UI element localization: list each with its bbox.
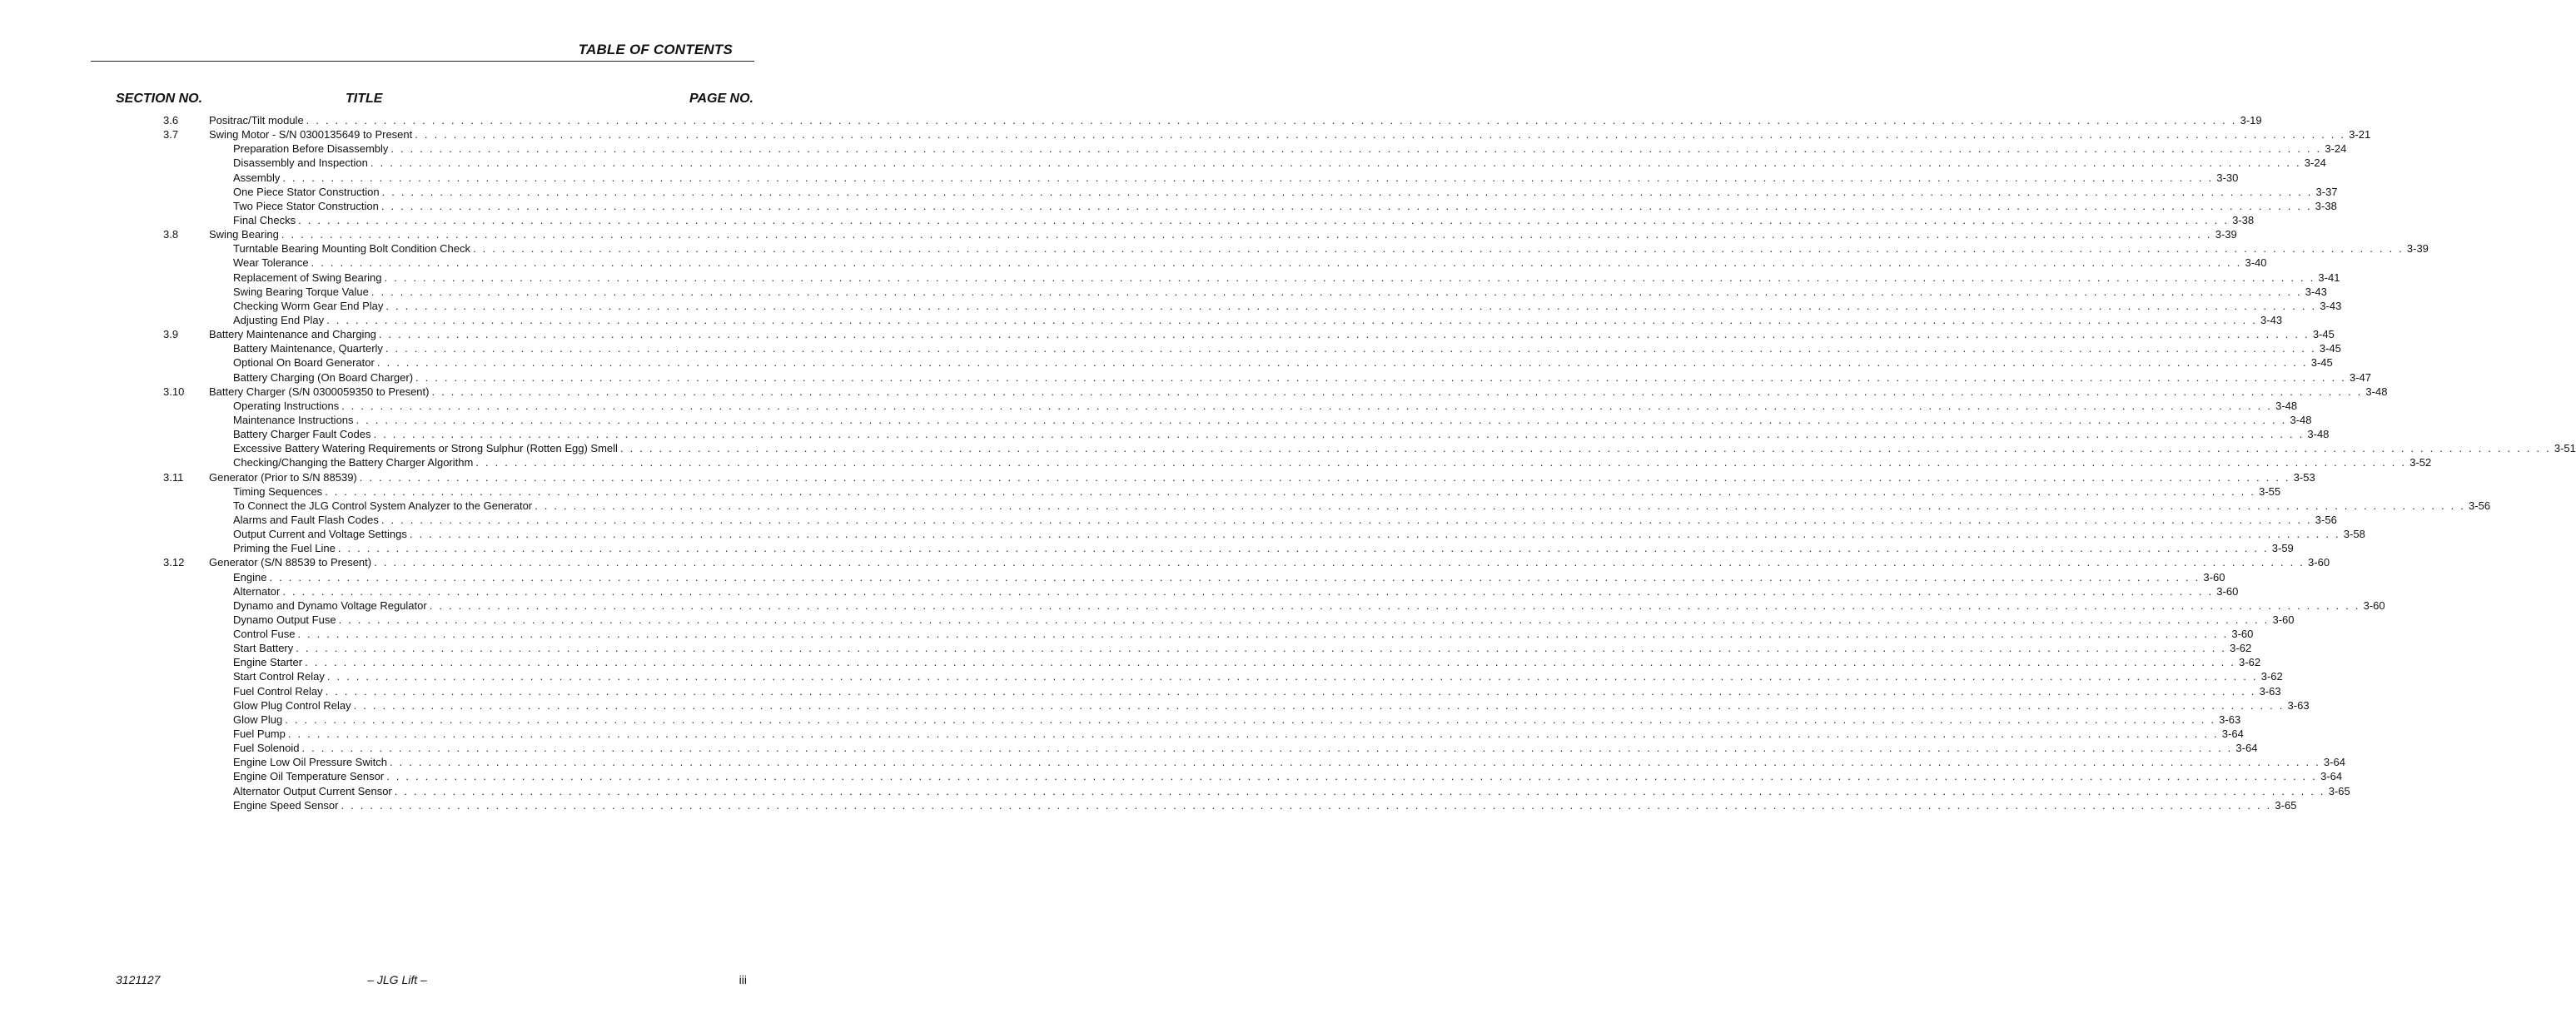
toc-dot-leader: . . . . . . . . . . . . . . . . . . . . . . . . . . . . . . . . . . . . . . . . . . . . . . . . . . . . . . . . . . . . . . . . . . . . . . . . . . . . . . . . . . . . . . . . . . . . . . . . . . . . . . . . . . . . . . . . . . . . . . . . . . . . . . . . . . . . . . . . . . . . . . . . . . . . . . . . . . . . . . . . . . . . . . . . . . . . . . . . . . . . . . . . . . . . . . . . . . . . . . . .	[384, 271, 2315, 284]
toc-entry-line	[233, 413, 2312, 427]
toc-dot-leader: . . . . . . . . . . . . . . . . . . . . . . . . . . . . . . . . . . . . . . . . . . . . . . . . . . . . . . . . . . . . . . . . . . . . . . . . . . . . . . . . . . . . . . . . . . . . . . . . . . . . . . . . . . . . . . . . . . . . . . . . . . . . . . . . . . . . . . . . . . . . . . . . . . . . . . . . . . . . . . . . . . . . . . . . . . . . . . . . . . . . . . . . . . . . . . . . . . . . . . . .	[429, 598, 2360, 612]
toc-entry-title: Final Checks	[233, 213, 296, 226]
toc-entry-line	[209, 385, 2388, 399]
toc-entry-line	[233, 598, 2385, 613]
toc-entry-page: 3-65	[2275, 798, 2297, 812]
toc-entry-page: 3-41	[2318, 271, 2340, 284]
toc-dot-leader: . . . . . . . . . . . . . . . . . . . . . . . . . . . . . . . . . . . . . . . . . . . . . . . . . . . . . . . . . . . . . . . . . . . . . . . . . . . . . . . . . . . . . . . . . . . . . . . . . . . . . . . . . . . . . . . . . . . . . . . . . . . . . . . . . . . . . . . . . . . . . . . . . . . . . . . . . . . . . . . . . . . . . . . . . . . . . . . . . . . . . . . . . . . . . . . . . . . . . . . .	[374, 556, 2305, 569]
toc-dot-leader: . . . . . . . . . . . . . . . . . . . . . . . . . . . . . . . . . . . . . . . . . . . . . . . . . . . . . . . . . . . . . . . . . . . . . . . . . . . . . . . . . . . . . . . . . . . . . . . . . . . . . . . . . . . . . . . . . . . . . . . . . . . . . . . . . . . . . . . . . . . . . . . . . . . . . . . . . . . . . . . . . . . . . . . . . . . . . . . . . . . . . . . . . . . . . . . . . . . . . . . .	[386, 770, 2318, 783]
toc-entry-title: Fuel Pump	[233, 728, 286, 741]
toc-dot-leader: . . . . . . . . . . . . . . . . . . . . . . . . . . . . . . . . . . . . . . . . . . . . . . . . . . . . . . . . . . . . . . . . . . . . . . . . . . . . . . . . . . . . . . . . . . . . . . . . . . . . . . . . . . . . . . . . . . . . . . . . . . . . . . . . . . . . . . . . . . . . . . . . . . . . . . . . . . . . . . . . . . . . . . . . . . . . . . . . . . . . . . . . . . . . . . . . . . . . . . . .	[370, 285, 2302, 298]
toc-entry-line	[233, 399, 2298, 413]
toc-entry-title: Glow Plug Control Relay	[233, 698, 351, 712]
toc-entry	[163, 285, 2327, 299]
toc-entry	[163, 441, 2576, 455]
toc-entry-line	[233, 199, 2337, 213]
toc-entry	[163, 784, 2350, 798]
toc-entry-title: Dynamo Output Fuse	[233, 613, 336, 626]
toc-entry	[163, 156, 2326, 170]
toc-entry-title: Checking Worm Gear End Play	[233, 299, 384, 312]
toc-entry-page: 3-65	[2328, 784, 2350, 797]
toc-entry-title: Alternator	[233, 584, 281, 598]
toc-entry	[163, 527, 2365, 541]
toc-entry-title: Engine Low Oil Pressure Switch	[233, 756, 387, 769]
toc-entry-page: 3-62	[2239, 656, 2261, 669]
toc-entry-title: Swing Motor - S/N 0300135649 to Present	[209, 128, 413, 142]
toc-entry-title: Battery Charger (S/N 0300059350 to Present)	[209, 385, 430, 398]
toc-section-number: 3.7	[163, 128, 179, 142]
toc-entry-line	[233, 669, 2283, 683]
toc-entry-line	[233, 313, 2283, 327]
toc-entry-line	[233, 441, 2576, 455]
toc-dot-leader: . . . . . . . . . . . . . . . . . . . . . . . . . . . . . . . . . . . . . . . . . . . . . . . . . . . . . . . . . . . . . . . . . . . . . . . . . . . . . . . . . . . . . . . . . . . . . . . . . . . . . . . . . . . . . . . . . . . . . . . . . . . . . . . . . . . . . . . . . . . . . . . . . . . . . . . . . . . . . . . . . . . . . . . . . . . . . . . . . . . . . . . . . . . . . . . . . . . . . . . .	[381, 185, 2313, 198]
footer-page-number: iii	[738, 973, 747, 986]
toc-entry-line	[209, 327, 2335, 341]
toc-entry-page: 3-64	[2221, 728, 2244, 741]
toc-entry-line	[233, 171, 2239, 185]
toc-entry	[163, 327, 2335, 341]
toc-entry-title: Control Fuse	[233, 628, 296, 641]
toc-entry-line	[233, 769, 2343, 783]
toc-dot-leader: . . . . . . . . . . . . . . . . . . . . . . . . . . . . . . . . . . . . . . . . . . . . . . . . . . . . . . . . . . . . . . . . . . . . . . . . . . . . . . . . . . . . . . . . . . . . . . . . . . . . . . . . . . . . . . . . . . . . . . . . . . . . . . . . . . . . . . . . . . . . . . . . . . . . . . . . . . . . . . . . . . . . . . . . . . . . . . . . . . . . . . . . . . . . . . . . . . . . . . . .	[337, 542, 2269, 555]
toc-entry	[163, 185, 2338, 199]
toc-dot-leader: . . . . . . . . . . . . . . . . . . . . . . . . . . . . . . . . . . . . . . . . . . . . . . . . . . . . . . . . . . . . . . . . . . . . . . . . . . . . . . . . . . . . . . . . . . . . . . . . . . . . . . . . . . . . . . . . . . . . . . . . . . . . . . . . . . . . . . . . . . . . . . . . . . . . . . . . . . . . . . . . . . . . . . . . . . . . . . . . . . . . . . . . . . . . . . . . . . . . . . . .	[285, 713, 2216, 726]
toc-entry	[163, 598, 2385, 613]
toc-entry-page: 3-62	[2230, 642, 2252, 655]
toc-entry-page: 3-39	[2406, 242, 2429, 256]
toc-entry-line	[233, 727, 2244, 741]
toc-entry-page: 3-47	[2349, 370, 2371, 384]
toc-entry	[163, 584, 2239, 598]
toc-dot-leader: . . . . . . . . . . . . . . . . . . . . . . . . . . . . . . . . . . . . . . . . . . . . . . . . . . . . . . . . . . . . . . . . . . . . . . . . . . . . . . . . . . . . . . . . . . . . . . . . . . . . . . . . . . . . . . . . . . . . . . . . . . . . . . . . . . . . . . . . . . . . . . . . . . . . . . . . . . . . . . . . . . . . . . . . . . . . . . . . . . . . . . . . . . . . . . . . . . . . . . . .	[415, 370, 2346, 384]
toc-entry-line	[233, 570, 2225, 584]
toc-entry-line	[233, 584, 2239, 598]
toc-entry	[163, 513, 2337, 527]
toc-entry-line	[209, 470, 2315, 484]
toc-entry-page: 3-45	[2312, 328, 2335, 341]
toc-dot-leader: . . . . . . . . . . . . . . . . . . . . . . . . . . . . . . . . . . . . . . . . . . . . . . . . . . . . . . . . . . . . . . . . . . . . . . . . . . . . . . . . . . . . . . . . . . . . . . . . . . . . . . . . . . . . . . . . . . . . . . . . . . . . . . . . . . . . . . . . . . . . . . . . . . . . . . . . . . . . . . . . . . . . . . . . . . . . . . . . . . . . . . . . . . . . . . . . . . . . . . . .	[353, 698, 2285, 712]
toc-entry	[163, 313, 2283, 327]
toc-entry	[163, 755, 2345, 769]
toc-entry-page: 3-52	[2409, 456, 2432, 469]
toc-dot-leader: . . . . . . . . . . . . . . . . . . . . . . . . . . . . . . . . . . . . . . . . . . . . . . . . . . . . . . . . . . . . . . . . . . . . . . . . . . . . . . . . . . . . . . . . . . . . . . . . . . . . . . . . . . . . . . . . . . . . . . . . . . . . . . . . . . . . . . . . . . . . . . . . . . . . . . . . . . . . . . . . . . . . . . . . . . . . . . . . . . . . . . . . . . . . . . . . . . . . . . . .	[287, 728, 2219, 741]
toc-dot-leader: . . . . . . . . . . . . . . . . . . . . . . . . . . . . . . . . . . . . . . . . . . . . . . . . . . . . . . . . . . . . . . . . . . . . . . . . . . . . . . . . . . . . . . . . . . . . . . . . . . . . . . . . . . . . . . . . . . . . . . . . . . . . . . . . . . . . . . . . . . . . . . . . . . . . . . . . . . . . . . . . . . . . . . . . . . . . . . . . . . . . . . . . . . . . . . . . . . . . . . . .	[385, 299, 2317, 312]
toc-entry	[163, 299, 2342, 313]
toc-dot-leader: . . . . . . . . . . . . . . . . . . . . . . . . . . . . . . . . . . . . . . . . . . . . . . . . . . . . . . . . . . . . . . . . . . . . . . . . . . . . . . . . . . . . . . . . . . . . . . . . . . . . . . . . . . . . . . . . . . . . . . . . . . . . . . . . . . . . . . . . . . . . . . . . . . . . . . . . . . . . . . . . . . . . . . . . . . . . . . . . . . . . . . . . . . . . . . . . . . . . . . . .	[376, 356, 2308, 370]
toc-entry-title: Engine Oil Temperature Sensor	[233, 770, 385, 783]
toc-entry	[163, 385, 2388, 399]
toc-entry	[163, 271, 2340, 285]
toc-dot-leader: . . . . . . . . . . . . . . . . . . . . . . . . . . . . . . . . . . . . . . . . . . . . . . . . . . . . . . . . . . . . . . . . . . . . . . . . . . . . . . . . . . . . . . . . . . . . . . . . . . . . . . . . . . . . . . . . . . . . . . . . . . . . . . . . . . . . . . . . . . . . . . . . . . . . . . . . . . . . . . . . . . . . . . . . . . . . . . . . . . . . . . . . . . . . . . . . . . . . . . . .	[282, 584, 2214, 598]
toc-entry-line	[233, 613, 2295, 627]
toc-entry-page: 3-51	[2554, 442, 2576, 455]
toc-entry-line	[209, 127, 2371, 142]
toc-entry-title: Fuel Solenoid	[233, 742, 300, 755]
toc-entry-line	[233, 684, 2281, 698]
toc-entry	[163, 541, 2294, 555]
toc-entry	[163, 171, 2239, 185]
toc-entry-page: 3-53	[2293, 470, 2315, 484]
toc-entry-title: Assembly	[233, 171, 281, 184]
toc-entry-title: Turntable Bearing Mounting Bolt Condition Check	[233, 242, 470, 256]
toc-entry-title: Positrac/Tilt module	[209, 114, 304, 127]
toc-dot-leader: . . . . . . . . . . . . . . . . . . . . . . . . . . . . . . . . . . . . . . . . . . . . . . . . . . . . . . . . . . . . . . . . . . . . . . . . . . . . . . . . . . . . . . . . . . . . . . . . . . . . . . . . . . . . . . . . . . . . . . . . . . . . . . . . . . . . . . . . . . . . . . . . . . . . . . . . . . . . . . . . . . . . . . . . . . . . . . . . . . . . . . . . . . . . . . . . . . . . . . . .	[431, 385, 2363, 398]
toc-entry-title: Engine	[233, 570, 267, 584]
toc-dot-leader: . . . . . . . . . . . . . . . . . . . . . . . . . . . . . . . . . . . . . . . . . . . . . . . . . . . . . . . . . . . . . . . . . . . . . . . . . . . . . . . . . . . . . . . . . . . . . . . . . . . . . . . . . . . . . . . . . . . . . . . . . . . . . . . . . . . . . . . . . . . . . . . . . . . . . . . . . . . . . . . . . . . . . . . . . . . . . . . . . . . . . . . . . . . . . . . . . . . . . . . .	[380, 199, 2312, 212]
toc-entry-title: Timing Sequences	[233, 484, 323, 498]
toc-entry-line	[233, 755, 2345, 769]
toc-dot-leader: . . . . . . . . . . . . . . . . . . . . . . . . . . . . . . . . . . . . . . . . . . . . . . . . . . . . . . . . . . . . . . . . . . . . . . . . . . . . . . . . . . . . . . . . . . . . . . . . . . . . . . . . . . . . . . . . . . . . . . . . . . . . . . . . . . . . . . . . . . . . . . . . . . . . . . . . . . . . . . . . . . . . . . . . . . . . . . . . . . . . . . . . . . . . . . . . . . . . . . . .	[269, 570, 2201, 584]
toc-entry	[163, 484, 2281, 499]
toc-entry-page: 3-60	[2203, 570, 2225, 584]
toc-entry-line	[233, 271, 2340, 285]
toc-entry-title: Alarms and Fault Flash Codes	[233, 513, 379, 526]
toc-entry	[163, 256, 2267, 270]
toc-entry-line	[233, 213, 2255, 227]
toc-entry-page: 3-48	[2275, 399, 2298, 412]
toc-entry-line	[233, 185, 2338, 199]
toc-entry-page: 3-60	[2363, 598, 2385, 612]
toc-dot-leader: . . . . . . . . . . . . . . . . . . . . . . . . . . . . . . . . . . . . . . . . . . . . . . . . . . . . . . . . . . . . . . . . . . . . . . . . . . . . . . . . . . . . . . . . . . . . . . . . . . . . . . . . . . . . . . . . . . . . . . . . . . . . . . . . . . . . . . . . . . . . . . . . . . . . . . . . . . . . . . . . . . . . . . . . . . . . . . . . . . . . . . . . . . . . . . . . . . . . . . . .	[409, 528, 2340, 541]
toc-dot-leader: . . . . . . . . . . . . . . . . . . . . . . . . . . . . . . . . . . . . . . . . . . . . . . . . . . . . . . . . . . . . . . . . . . . . . . . . . . . . . . . . . . . . . . . . . . . . . . . . . . . . . . . . . . . . . . . . . . . . . . . . . . . . . . . . . . . . . . . . . . . . . . . . . . . . . . . . . . . . . . . . . . . . . . . . . . . . . . . . . . . . . . . . . . . . . . . . . . . . . . . .	[370, 156, 2301, 170]
toc-entry	[163, 769, 2343, 783]
toc-entry-line	[233, 370, 2371, 385]
toc-entry-line	[233, 541, 2294, 555]
toc-entry-title: Battery Maintenance and Charging	[209, 328, 376, 341]
footer-doc-number: 3121127	[116, 973, 161, 986]
toc-entry-page: 3-38	[2315, 199, 2337, 212]
toc-entry-page: 3-60	[2272, 613, 2295, 626]
toc-entry-title: Start Control Relay	[233, 670, 325, 683]
toc-entry-line	[233, 484, 2281, 499]
toc-entry	[163, 399, 2298, 413]
toc-entry-page: 3-19	[2240, 114, 2262, 127]
toc-entry-title: Output Current and Voltage Settings	[233, 528, 407, 541]
toc-entry-line	[233, 798, 2297, 812]
toc-entry	[163, 113, 2262, 127]
toc-entry-line	[233, 741, 2258, 755]
toc-entry-title: Preparation Before Disassembly	[233, 142, 389, 156]
toc-entry-title: Engine Starter	[233, 656, 303, 669]
toc-entry-title: Glow Plug	[233, 713, 283, 726]
toc-dot-leader: . . . . . . . . . . . . . . . . . . . . . . . . . . . . . . . . . . . . . . . . . . . . . . . . . . . . . . . . . . . . . . . . . . . . . . . . . . . . . . . . . . . . . . . . . . . . . . . . . . . . . . . . . . . . . . . . . . . . . . . . . . . . . . . . . . . . . . . . . . . . . . . . . . . . . . . . . . . . . . . . . . . . . . . . . . . . . . . . . . . . . . . . . . . . . . . . . . . . . . . .	[385, 342, 2316, 355]
toc-entry	[163, 355, 2333, 370]
toc-entry-title: One Piece Stator Construction	[233, 185, 380, 198]
toc-entry-page: 3-63	[2287, 698, 2310, 712]
toc-list	[163, 113, 2576, 812]
toc-entry-page: 3-62	[2260, 670, 2283, 683]
toc-entry-page: 3-60	[2308, 556, 2330, 569]
toc-dot-leader: . . . . . . . . . . . . . . . . . . . . . . . . . . . . . . . . . . . . . . . . . . . . . . . . . . . . . . . . . . . . . . . . . . . . . . . . . . . . . . . . . . . . . . . . . . . . . . . . . . . . . . . . . . . . . . . . . . . . . . . . . . . . . . . . . . . . . . . . . . . . . . . . . . . . . . . . . . . . . . . . . . . . . . . . . . . . . . . . . . . . . . . . . . . . . . . . . . . . . . . .	[380, 513, 2312, 526]
column-header-title: TITLE	[346, 92, 383, 106]
toc-entry	[163, 370, 2371, 385]
toc-entry-title: Replacement of Swing Bearing	[233, 271, 382, 284]
toc-entry	[163, 613, 2295, 627]
toc-dot-leader: . . . . . . . . . . . . . . . . . . . . . . . . . . . . . . . . . . . . . . . . . . . . . . . . . . . . . . . . . . . . . . . . . . . . . . . . . . . . . . . . . . . . . . . . . . . . . . . . . . . . . . . . . . . . . . . . . . . . . . . . . . . . . . . . . . . . . . . . . . . . . . . . . . . . . . . . . . . . . . . . . . . . . . . . . . . . . . . . . . . . . . . . . . . . . . . . . . . . . . . .	[311, 256, 2242, 270]
toc-entry	[163, 570, 2225, 584]
toc-entry-title: Start Battery	[233, 642, 294, 655]
page-header-title: TABLE OF CONTENTS	[578, 42, 733, 57]
toc-entry-title: Battery Charging (On Board Charger)	[233, 370, 414, 384]
toc-entry-page: 3-64	[2323, 756, 2345, 769]
toc-entry-title: Disassembly and Inspection	[233, 156, 368, 170]
toc-entry	[163, 413, 2312, 427]
toc-entry-line	[233, 241, 2429, 256]
toc-entry-title: Engine Speed Sensor	[233, 798, 339, 812]
toc-dot-leader: . . . . . . . . . . . . . . . . . . . . . . . . . . . . . . . . . . . . . . . . . . . . . . . . . . . . . . . . . . . . . . . . . . . . . . . . . . . . . . . . . . . . . . . . . . . . . . . . . . . . . . . . . . . . . . . . . . . . . . . . . . . . . . . . . . . . . . . . . . . . . . . . . . . . . . . . . . . . . . . . . . . . . . . . . . . . . . . . . . . . . . . . . . . . . . . . . . . . . . . .	[297, 628, 2229, 641]
toc-dot-leader: . . . . . . . . . . . . . . . . . . . . . . . . . . . . . . . . . . . . . . . . . . . . . . . . . . . . . . . . . . . . . . . . . . . . . . . . . . . . . . . . . . . . . . . . . . . . . . . . . . . . . . . . . . . . . . . . . . . . . . . . . . . . . . . . . . . . . . . . . . . . . . . . . . . . . . . . . . . . . . . . . . . . . . . . . . . . . . . . . . . . . . . . . . . . . . . . . . . . . . . .	[305, 656, 2236, 669]
toc-entry-page: 3-38	[2232, 213, 2255, 226]
toc-entry-line	[233, 527, 2365, 541]
toc-dot-leader: . . . . . . . . . . . . . . . . . . . . . . . . . . . . . . . . . . . . . . . . . . . . . . . . . . . . . . . . . . . . . . . . . . . . . . . . . . . . . . . . . . . . . . . . . . . . . . . . . . . . . . . . . . . . . . . . . . . . . . . . . . . . . . . . . . . . . . . . . . . . . . . . . . . . . . . . . . . . . . . . . . . . . . . . . . . . . . . . . . . . . . . . . . . . . . . . . . . . . . . .	[359, 470, 2290, 484]
toc-entry-line	[233, 142, 2347, 156]
toc-entry-line	[233, 641, 2252, 655]
toc-dot-leader: . . . . . . . . . . . . . . . . . . . . . . . . . . . . . . . . . . . . . . . . . . . . . . . . . . . . . . . . . . . . . . . . . . . . . . . . . . . . . . . . . . . . . . . . . . . . . . . . . . . . . . . . . . . . . . . . . . . . . . . . . . . . . . . . . . . . . . . . . . . . . . . . . . . . . . . . . . . . . . . . . . . . . . . . . . . . . . . . . . . . . . . . . . . . . . . . . . . . . . . .	[389, 756, 2320, 769]
toc-dot-leader: . . . . . . . . . . . . . . . . . . . . . . . . . . . . . . . . . . . . . . . . . . . . . . . . . . . . . . . . . . . . . . . . . . . . . . . . . . . . . . . . . . . . . . . . . . . . . . . . . . . . . . . . . . . . . . . . . . . . . . . . . . . . . . . . . . . . . . . . . . . . . . . . . . . . . . . . . . . . . . . . . . . . . . . . . . . . . . . . . . . . . . . . . . . . . . . . . . . . . . . .	[415, 128, 2346, 142]
toc-entry-line	[233, 299, 2342, 313]
toc-entry-page: 3-56	[2469, 499, 2491, 512]
toc-entry	[163, 555, 2330, 569]
toc-entry-page: 3-43	[2260, 313, 2283, 326]
toc-entry-line	[233, 784, 2350, 798]
toc-entry-title: Battery Maintenance, Quarterly	[233, 342, 383, 355]
toc-entry-page: 3-60	[2231, 628, 2254, 641]
toc-dot-leader: . . . . . . . . . . . . . . . . . . . . . . . . . . . . . . . . . . . . . . . . . . . . . . . . . . . . . . . . . . . . . . . . . . . . . . . . . . . . . . . . . . . . . . . . . . . . . . . . . . . . . . . . . . . . . . . . . . . . . . . . . . . . . . . . . . . . . . . . . . . . . . . . . . . . . . . . . . . . . . . . . . . . . . . . . . . . . . . . . . . . . . . . . . . . . . . . . . . . . . . .	[326, 313, 2258, 326]
toc-entry-title: Maintenance Instructions	[233, 413, 354, 426]
toc-entry-line	[209, 227, 2237, 241]
toc-dot-leader: . . . . . . . . . . . . . . . . . . . . . . . . . . . . . . . . . . . . . . . . . . . . . . . . . . . . . . . . . . . . . . . . . . . . . . . . . . . . . . . . . . . . . . . . . . . . . . . . . . . . . . . . . . . . . . . . . . . . . . . . . . . . . . . . . . . . . . . . . . . . . . . . . . . . . . . . . . . . . . . . . . . . . . . . . . . . . . . . . . . . . . . . . . . . . . . . . . . . . . . .	[390, 142, 2322, 156]
toc-section-number: 3.10	[163, 385, 185, 398]
toc-entry-page: 3-59	[2271, 542, 2294, 555]
toc-entry-title: Battery Charger Fault Codes	[233, 428, 371, 441]
toc-entry-line	[233, 499, 2491, 513]
toc-entry-title: Adjusting End Play	[233, 313, 325, 326]
toc-entry-line	[233, 256, 2267, 270]
toc-dot-leader: . . . . . . . . . . . . . . . . . . . . . . . . . . . . . . . . . . . . . . . . . . . . . . . . . . . . . . . . . . . . . . . . . . . . . . . . . . . . . . . . . . . . . . . . . . . . . . . . . . . . . . . . . . . . . . . . . . . . . . . . . . . . . . . . . . . . . . . . . . . . . . . . . . . . . . . . . . . . . . . . . . . . . . . . . . . . . . . . . . . . . . . . . . . . . . . . . . . . . . . .	[281, 228, 2212, 241]
toc-section-number: 3.6	[163, 114, 179, 127]
toc-entry	[163, 199, 2337, 213]
toc-entry-title: Operating Instructions	[233, 399, 340, 412]
toc-entry	[163, 499, 2491, 513]
toc-entry-title: Swing Bearing Torque Value	[233, 285, 369, 298]
toc-entry-title: Generator (S/N 88539 to Present)	[209, 556, 372, 569]
toc-dot-leader: . . . . . . . . . . . . . . . . . . . . . . . . . . . . . . . . . . . . . . . . . . . . . . . . . . . . . . . . . . . . . . . . . . . . . . . . . . . . . . . . . . . . . . . . . . . . . . . . . . . . . . . . . . . . . . . . . . . . . . . . . . . . . . . . . . . . . . . . . . . . . . . . . . . . . . . . . . . . . . . . . . . . . . . . . . . . . . . . . . . . . . . . . . . . . . . . . . . . . . . .	[306, 114, 2237, 127]
toc-entry-line	[233, 341, 2341, 355]
header-divider	[91, 61, 754, 62]
toc-dot-leader: . . . . . . . . . . . . . . . . . . . . . . . . . . . . . . . . . . . . . . . . . . . . . . . . . . . . . . . . . . . . . . . . . . . . . . . . . . . . . . . . . . . . . . . . . . . . . . . . . . . . . . . . . . . . . . . . . . . . . . . . . . . . . . . . . . . . . . . . . . . . . . . . . . . . . . . . . . . . . . . . . . . . . . . . . . . . . . . . . . . . . . . . . . . . . . . . . . . . . . . .	[296, 642, 2227, 655]
toc-entry-line	[233, 285, 2327, 299]
toc-entry-title: Optional On Board Generator	[233, 356, 375, 370]
toc-entry-page: 3-63	[2259, 684, 2281, 698]
toc-dot-leader: . . . . . . . . . . . . . . . . . . . . . . . . . . . . . . . . . . . . . . . . . . . . . . . . . . . . . . . . . . . . . . . . . . . . . . . . . . . . . . . . . . . . . . . . . . . . . . . . . . . . . . . . . . . . . . . . . . . . . . . . . . . . . . . . . . . . . . . . . . . . . . . . . . . . . . . . . . . . . . . . . . . . . . . . . . . . . . . . . . . . . . . . . . . . . . . . . . . . . . . .	[282, 171, 2214, 184]
toc-entry	[163, 641, 2252, 655]
toc-entry-page: 3-37	[2315, 185, 2338, 198]
toc-dot-leader: . . . . . . . . . . . . . . . . . . . . . . . . . . . . . . . . . . . . . . . . . . . . . . . . . . . . . . . . . . . . . . . . . . . . . . . . . . . . . . . . . . . . . . . . . . . . . . . . . . . . . . . . . . . . . . . . . . . . . . . . . . . . . . . . . . . . . . . . . . . . . . . . . . . . . . . . . . . . . . . . . . . . . . . . . . . . . . . . . . . . . . . . . . . . . . . . . . . . . . . .	[298, 213, 2230, 226]
toc-entry-page: 3-63	[2219, 713, 2241, 726]
toc-entry	[163, 227, 2237, 241]
toc-entry-page: 3-48	[2290, 413, 2312, 426]
toc-entry	[163, 798, 2297, 812]
toc-entry-line	[233, 698, 2310, 713]
toc-dot-leader: . . . . . . . . . . . . . . . . . . . . . . . . . . . . . . . . . . . . . . . . . . . . . . . . . . . . . . . . . . . . . . . . . . . . . . . . . . . . . . . . . . . . . . . . . . . . . . . . . . . . . . . . . . . . . . . . . . . . . . . . . . . . . . . . . . . . . . . . . . . . . . . . . . . . . . . . . . . . . . . . . . . . . . . . . . . . . . . . . . . . . . . . . . . . . . . . . . . . . . . .	[373, 428, 2305, 441]
column-header-page: PAGE NO.	[689, 92, 753, 106]
toc-section-number: 3.9	[163, 328, 179, 341]
column-header-section: SECTION NO.	[116, 92, 203, 106]
toc-dot-leader: . . . . . . . . . . . . . . . . . . . . . . . . . . . . . . . . . . . . . . . . . . . . . . . . . . . . . . . . . . . . . . . . . . . . . . . . . . . . . . . . . . . . . . . . . . . . . . . . . . . . . . . . . . . . . . . . . . . . . . . . . . . . . . . . . . . . . . . . . . . . . . . . . . . . . . . . . . . . . . . . . . . . . . . . . . . . . . . . . . . . . . . . . . . . . . . . . . . . . . . .	[378, 328, 2310, 341]
toc-entry-line	[233, 513, 2337, 527]
toc-entry	[163, 341, 2341, 355]
toc-entry	[163, 713, 2241, 727]
toc-entry-line	[209, 113, 2262, 127]
toc-dot-leader: . . . . . . . . . . . . . . . . . . . . . . . . . . . . . . . . . . . . . . . . . . . . . . . . . . . . . . . . . . . . . . . . . . . . . . . . . . . . . . . . . . . . . . . . . . . . . . . . . . . . . . . . . . . . . . . . . . . . . . . . . . . . . . . . . . . . . . . . . . . . . . . . . . . . . . . . . . . . . . . . . . . . . . . . . . . . . . . . . . . . . . . . . . . . . . . . . . . . . . . .	[535, 499, 2466, 512]
toc-entry-title: Priming the Fuel Line	[233, 542, 336, 555]
toc-entry-page: 3-45	[2319, 342, 2341, 355]
toc-entry-page: 3-24	[2304, 156, 2326, 170]
toc-dot-leader: . . . . . . . . . . . . . . . . . . . . . . . . . . . . . . . . . . . . . . . . . . . . . . . . . . . . . . . . . . . . . . . . . . . . . . . . . . . . . . . . . . . . . . . . . . . . . . . . . . . . . . . . . . . . . . . . . . . . . . . . . . . . . . . . . . . . . . . . . . . . . . . . . . . . . . . . . . . . . . . . . . . . . . . . . . . . . . . . . . . . . . . . . . . . . . . . . . . . . . . .	[325, 684, 2256, 698]
toc-entry-page: 3-64	[2235, 742, 2258, 755]
toc-entry	[163, 470, 2315, 484]
toc-entry-page: 3-43	[2305, 285, 2327, 298]
toc-entry-page: 3-40	[2245, 256, 2267, 270]
toc-entry-page: 3-55	[2259, 484, 2281, 498]
toc-entry-page: 3-58	[2343, 528, 2365, 541]
toc-entry-title: Two Piece Stator Construction	[233, 199, 379, 212]
toc-entry-title: Alternator Output Current Sensor	[233, 784, 392, 797]
toc-entry-page: 3-48	[2307, 428, 2330, 441]
toc-entry-line	[233, 455, 2432, 469]
toc-entry	[163, 455, 2432, 469]
toc-entry-line	[233, 156, 2326, 170]
toc-dot-leader: . . . . . . . . . . . . . . . . . . . . . . . . . . . . . . . . . . . . . . . . . . . . . . . . . . . . . . . . . . . . . . . . . . . . . . . . . . . . . . . . . . . . . . . . . . . . . . . . . . . . . . . . . . . . . . . . . . . . . . . . . . . . . . . . . . . . . . . . . . . . . . . . . . . . . . . . . . . . . . . . . . . . . . . . . . . . . . . . . . . . . . . . . . . . . . . . . . . . . . . .	[341, 399, 2273, 412]
toc-entry-line	[233, 713, 2241, 727]
toc-entry-page: 3-56	[2315, 513, 2337, 526]
toc-entry-page: 3-43	[2320, 299, 2342, 312]
toc-entry-page: 3-45	[2310, 356, 2333, 370]
toc-section-number: 3.8	[163, 228, 179, 241]
toc-entry-line	[233, 355, 2333, 370]
toc-entry	[163, 627, 2254, 641]
toc-entry-page: 3-60	[2216, 584, 2239, 598]
toc-section-number: 3.12	[163, 556, 185, 569]
footer-publisher: – JLG Lift –	[367, 973, 427, 986]
toc-dot-leader: . . . . . . . . . . . . . . . . . . . . . . . . . . . . . . . . . . . . . . . . . . . . . . . . . . . . . . . . . . . . . . . . . . . . . . . . . . . . . . . . . . . . . . . . . . . . . . . . . . . . . . . . . . . . . . . . . . . . . . . . . . . . . . . . . . . . . . . . . . . . . . . . . . . . . . . . . . . . . . . . . . . . . . . . . . . . . . . . . . . . . . . . . . . . . . . . . . . . . . . .	[341, 798, 2272, 812]
toc-entry-page: 3-30	[2216, 171, 2239, 184]
toc-dot-leader: . . . . . . . . . . . . . . . . . . . . . . . . . . . . . . . . . . . . . . . . . . . . . . . . . . . . . . . . . . . . . . . . . . . . . . . . . . . . . . . . . . . . . . . . . . . . . . . . . . . . . . . . . . . . . . . . . . . . . . . . . . . . . . . . . . . . . . . . . . . . . . . . . . . . . . . . . . . . . . . . . . . . . . . . . . . . . . . . . . . . . . . . . . . . . . . . . . . . . . . .	[326, 670, 2258, 683]
toc-entry-title: Fuel Control Relay	[233, 684, 323, 698]
toc-dot-leader: . . . . . . . . . . . . . . . . . . . . . . . . . . . . . . . . . . . . . . . . . . . . . . . . . . . . . . . . . . . . . . . . . . . . . . . . . . . . . . . . . . . . . . . . . . . . . . . . . . . . . . . . . . . . . . . . . . . . . . . . . . . . . . . . . . . . . . . . . . . . . . . . . . . . . . . . . . . . . . . . . . . . . . . . . . . . . . . . . . . . . . . . . . . . . . . . . . . . . . . .	[301, 742, 2233, 755]
toc-entry-page: 3-24	[2325, 142, 2347, 156]
toc-entry	[163, 427, 2330, 441]
toc-dot-leader: . . . . . . . . . . . . . . . . . . . . . . . . . . . . . . . . . . . . . . . . . . . . . . . . . . . . . . . . . . . . . . . . . . . . . . . . . . . . . . . . . . . . . . . . . . . . . . . . . . . . . . . . . . . . . . . . . . . . . . . . . . . . . . . . . . . . . . . . . . . . . . . . . . . . . . . . . . . . . . . . . . . . . . . . . . . . . . . . . . . . . . . . . . . . . . . . . . . . . . . .	[325, 484, 2256, 498]
toc-entry	[163, 142, 2347, 156]
toc-entry-title: Generator (Prior to S/N 88539)	[209, 470, 357, 484]
toc-entry-title: Dynamo and Dynamo Voltage Regulator	[233, 598, 427, 612]
toc-entry-line	[233, 427, 2330, 441]
toc-entry	[163, 213, 2255, 227]
toc-entry-page: 3-21	[2349, 128, 2371, 142]
toc-section-number: 3.11	[163, 470, 184, 484]
toc-dot-leader: . . . . . . . . . . . . . . . . . . . . . . . . . . . . . . . . . . . . . . . . . . . . . . . . . . . . . . . . . . . . . . . . . . . . . . . . . . . . . . . . . . . . . . . . . . . . . . . . . . . . . . . . . . . . . . . . . . . . . . . . . . . . . . . . . . . . . . . . . . . . . . . . . . . . . . . . . . . . . . . . . . . . . . . . . . . . . . . . . . . . . . . . . . . . . . . . . . . . . . . .	[472, 242, 2404, 256]
toc-entry	[163, 684, 2281, 698]
toc-entry-page: 3-39	[2215, 228, 2237, 241]
toc-entry-line	[209, 555, 2330, 569]
toc-entry	[163, 727, 2244, 741]
toc-dot-leader: . . . . . . . . . . . . . . . . . . . . . . . . . . . . . . . . . . . . . . . . . . . . . . . . . . . . . . . . . . . . . . . . . . . . . . . . . . . . . . . . . . . . . . . . . . . . . . . . . . . . . . . . . . . . . . . . . . . . . . . . . . . . . . . . . . . . . . . . . . . . . . . . . . . . . . . . . . . . . . . . . . . . . . . . . . . . . . . . . . . . . . . . . . . . . . . . . . . . . . . .	[475, 456, 2407, 469]
toc-dot-leader: . . . . . . . . . . . . . . . . . . . . . . . . . . . . . . . . . . . . . . . . . . . . . . . . . . . . . . . . . . . . . . . . . . . . . . . . . . . . . . . . . . . . . . . . . . . . . . . . . . . . . . . . . . . . . . . . . . . . . . . . . . . . . . . . . . . . . . . . . . . . . . . . . . . . . . . . . . . . . . . . . . . . . . . . . . . . . . . . . . . . . . . . . . . . . . . . . . . . . . . .	[394, 784, 2325, 797]
toc-entry-title: To Connect the JLG Control System Analyzer to the Generator	[233, 499, 533, 512]
toc-entry	[163, 669, 2283, 683]
toc-entry	[163, 655, 2261, 669]
toc-entry-title: Swing Bearing	[209, 228, 279, 241]
toc-entry	[163, 698, 2310, 713]
toc-entry	[163, 127, 2371, 142]
toc-entry	[163, 741, 2258, 755]
toc-entry	[163, 241, 2429, 256]
toc-dot-leader: . . . . . . . . . . . . . . . . . . . . . . . . . . . . . . . . . . . . . . . . . . . . . . . . . . . . . . . . . . . . . . . . . . . . . . . . . . . . . . . . . . . . . . . . . . . . . . . . . . . . . . . . . . . . . . . . . . . . . . . . . . . . . . . . . . . . . . . . . . . . . . . . . . . . . . . . . . . . . . . . . . . . . . . . . . . . . . . . . . . . . . . . . . . . . . . . . . . . . . . .	[356, 413, 2287, 426]
toc-entry-line	[233, 627, 2254, 641]
toc-entry-line	[233, 655, 2261, 669]
toc-entry-title: Wear Tolerance	[233, 256, 309, 270]
toc-entry-page: 3-64	[2320, 770, 2343, 783]
toc-dot-leader: . . . . . . . . . . . . . . . . . . . . . . . . . . . . . . . . . . . . . . . . . . . . . . . . . . . . . . . . . . . . . . . . . . . . . . . . . . . . . . . . . . . . . . . . . . . . . . . . . . . . . . . . . . . . . . . . . . . . . . . . . . . . . . . . . . . . . . . . . . . . . . . . . . . . . . . . . . . . . . . . . . . . . . . . . . . . . . . . . . . . . . . . . . . . . . . . . . . . . . . .	[338, 613, 2270, 626]
toc-entry-title: Checking/Changing the Battery Charger Algorithm	[233, 456, 474, 469]
toc-dot-leader: . . . . . . . . . . . . . . . . . . . . . . . . . . . . . . . . . . . . . . . . . . . . . . . . . . . . . . . . . . . . . . . . . . . . . . . . . . . . . . . . . . . . . . . . . . . . . . . . . . . . . . . . . . . . . . . . . . . . . . . . . . . . . . . . . . . . . . . . . . . . . . . . . . . . . . . . . . . . . . . . . . . . . . . . . . . . . . . . . . . . . . . . . . . . . . . . . . . . . . . .	[619, 442, 2551, 455]
toc-entry-title: Excessive Battery Watering Requirements or Strong Sulphur (Rotten Egg) Smell	[233, 442, 618, 455]
toc-entry-page: 3-48	[2365, 385, 2388, 398]
